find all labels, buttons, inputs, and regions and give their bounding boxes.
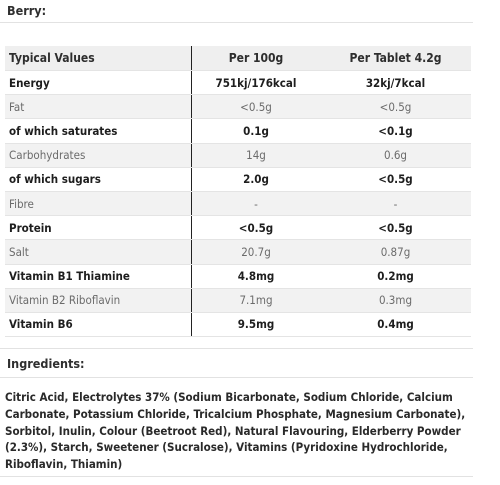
- nutrient-label: Vitamin B2 Riboflavin: [5, 288, 192, 312]
- nutrition-row: [5, 143, 471, 167]
- ingredients-heading: Ingredients:: [7, 356, 85, 371]
- nutrition-row: [5, 119, 471, 143]
- nutrition-row: [5, 264, 471, 288]
- nutrient-label: Vitamin B1 Thiamine: [5, 264, 192, 288]
- per-100g-value: <0.5g: [192, 95, 321, 119]
- nutrient-label: Energy: [5, 71, 192, 95]
- nutrient-label: Salt: [5, 240, 192, 264]
- per-tablet-value: 0.3mg: [320, 288, 471, 312]
- nutrient-label: Vitamin B6: [5, 312, 192, 336]
- nutrient-label: Fat: [5, 95, 192, 119]
- nutrient-label: Protein: [5, 216, 192, 240]
- per-tablet-value: <0.1g: [320, 119, 471, 143]
- per-100g-value: 7.1mg: [192, 288, 321, 312]
- per-100g-value: 4.8mg: [192, 264, 321, 288]
- per-100g-value: 20.7g: [192, 240, 321, 264]
- per-tablet-value: 0.2mg: [320, 264, 471, 288]
- nutrition-row: [5, 240, 471, 264]
- header-typical-values: Typical Values: [5, 46, 192, 71]
- per-100g-value: 2.0g: [192, 167, 321, 191]
- per-tablet-value: <0.5g: [320, 216, 471, 240]
- per-tablet-value: <0.5g: [320, 167, 471, 191]
- nutrient-label: of which saturates: [5, 119, 192, 143]
- per-tablet-value: 0.87g: [320, 240, 471, 264]
- per-tablet-value: <0.5g: [320, 95, 471, 119]
- heading-divider: [0, 22, 473, 23]
- nutrition-row: [5, 71, 471, 95]
- header-per-tablet: Per Tablet 4.2g: [320, 46, 471, 71]
- nutrition-row: [5, 216, 471, 240]
- header-per-100g: Per 100g: [192, 46, 321, 71]
- per-tablet-value: 32kj/7kcal: [320, 71, 471, 95]
- ingredients-divider: [0, 377, 473, 378]
- table-bottom-divider: [0, 348, 473, 349]
- per-100g-value: 14g: [192, 143, 321, 167]
- ingredients-text: Citric Acid, Electrolytes 37% (Sodium Bicarbonate, Sodium Chloride, Calcium Carbonate, Potassium Chloride, Tricalcium Phosphate, Magnesium Carbonate), Sorbitol, Inulin, Colour (Beetroot Red), Natural Flavouring, Elderberry Powder (2.3%), Starch, Sweetener (Sucralose), Vitamins (Pyridoxine Hydrochloride, Riboflavin, Thiamin): [5, 390, 466, 472]
- ingredients-bottom-divider: [0, 476, 473, 477]
- per-100g-value: 0.1g: [192, 119, 321, 143]
- per-tablet-value: 0.6g: [320, 143, 471, 167]
- per-100g-value: 9.5mg: [192, 312, 321, 336]
- nutrition-row: [5, 312, 471, 336]
- nutrition-row: [5, 191, 471, 215]
- per-100g-value: -: [192, 191, 321, 215]
- flavour-heading: Berry:: [7, 3, 47, 18]
- nutrition-table: [5, 46, 471, 337]
- per-100g-value: <0.5g: [192, 216, 321, 240]
- nutrient-label: of which sugars: [5, 167, 192, 191]
- nutrition-header-row: [5, 46, 471, 71]
- nutrient-label: Fibre: [5, 191, 192, 215]
- nutrition-row: [5, 288, 471, 312]
- nutrition-row: [5, 95, 471, 119]
- per-tablet-value: -: [320, 191, 471, 215]
- per-100g-value: 751kj/176kcal: [192, 71, 321, 95]
- nutrient-label: Carbohydrates: [5, 143, 192, 167]
- nutrition-row: [5, 167, 471, 191]
- per-tablet-value: 0.4mg: [320, 312, 471, 336]
